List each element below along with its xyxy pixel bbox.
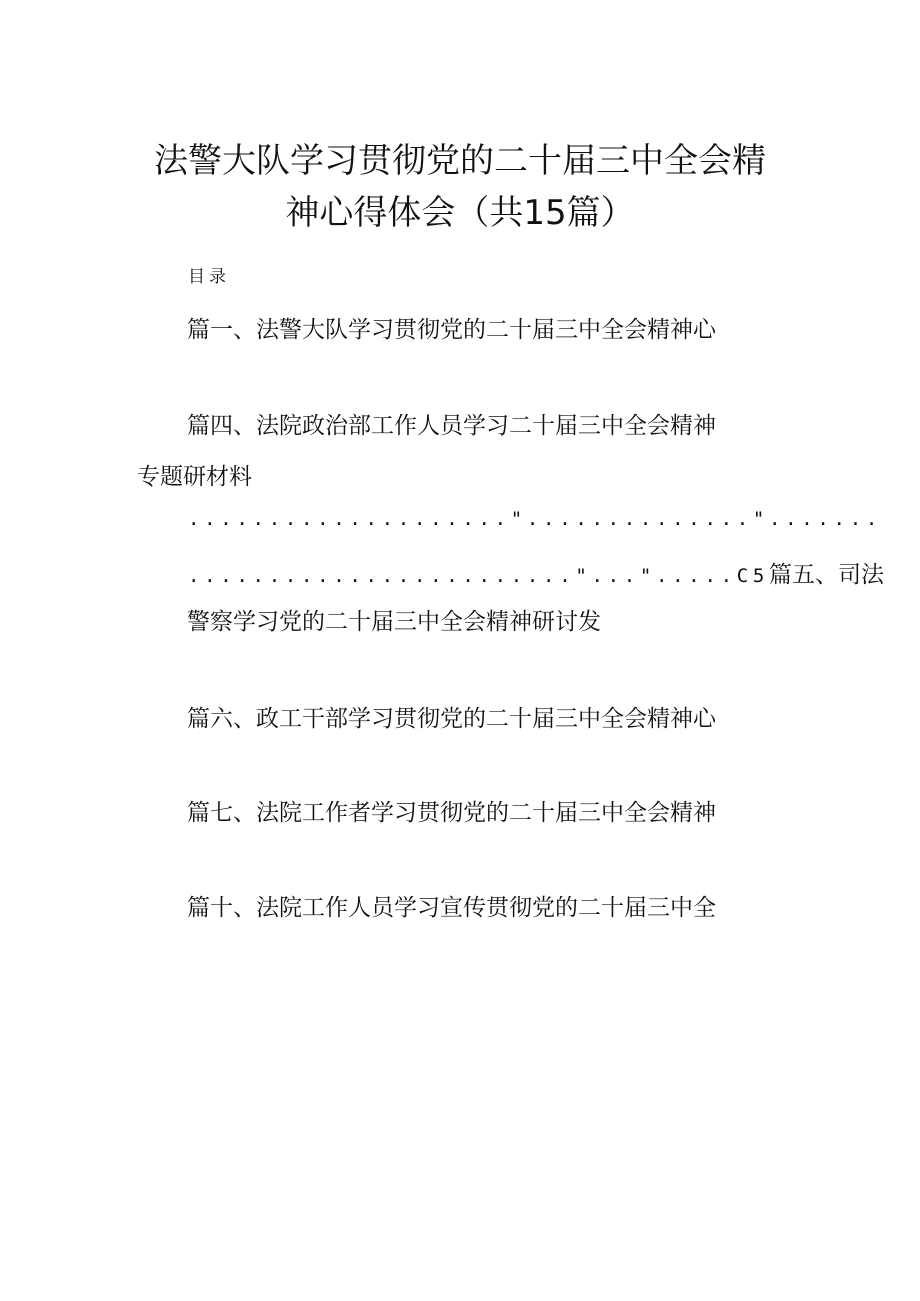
toc-entry-7: 篇七、法院工作者学习贯彻党的二十届三中全会精神 bbox=[187, 800, 716, 826]
toc-leader-row-2 bbox=[188, 556, 884, 589]
toc-entry-10: 篇十、法院工作人员学习宣传贯彻党的二十届三中全 bbox=[187, 895, 716, 921]
toc-leader-dots-2: ........................"...".....C5 bbox=[188, 565, 770, 587]
toc-entry-5-continuation: 警察学习党的二十届三中全会精神研讨发 bbox=[187, 609, 601, 635]
toc-entry-6: 篇六、政工干部学习贯彻党的二十届三中全会精神心 bbox=[187, 706, 716, 732]
document-title-line-2: 神心得体会（共15篇） bbox=[285, 193, 635, 233]
toc-leader-dots-1: ....................".............."....... bbox=[188, 508, 882, 530]
toc-heading: 目录 bbox=[188, 267, 230, 287]
toc-entry-4: 篇四、法院政治部工作人员学习二十届三中全会精神 bbox=[187, 413, 716, 439]
toc-entry-5: 篇五、司法 bbox=[769, 562, 885, 588]
toc-entry-1: 篇一、法警大队学习贯彻党的二十届三中全会精神心 bbox=[187, 317, 716, 343]
document-title-line-1: 法警大队学习贯彻党的二十届三中全会精 bbox=[154, 141, 766, 181]
toc-entry-4-continuation: 专题研材料 bbox=[137, 464, 252, 490]
